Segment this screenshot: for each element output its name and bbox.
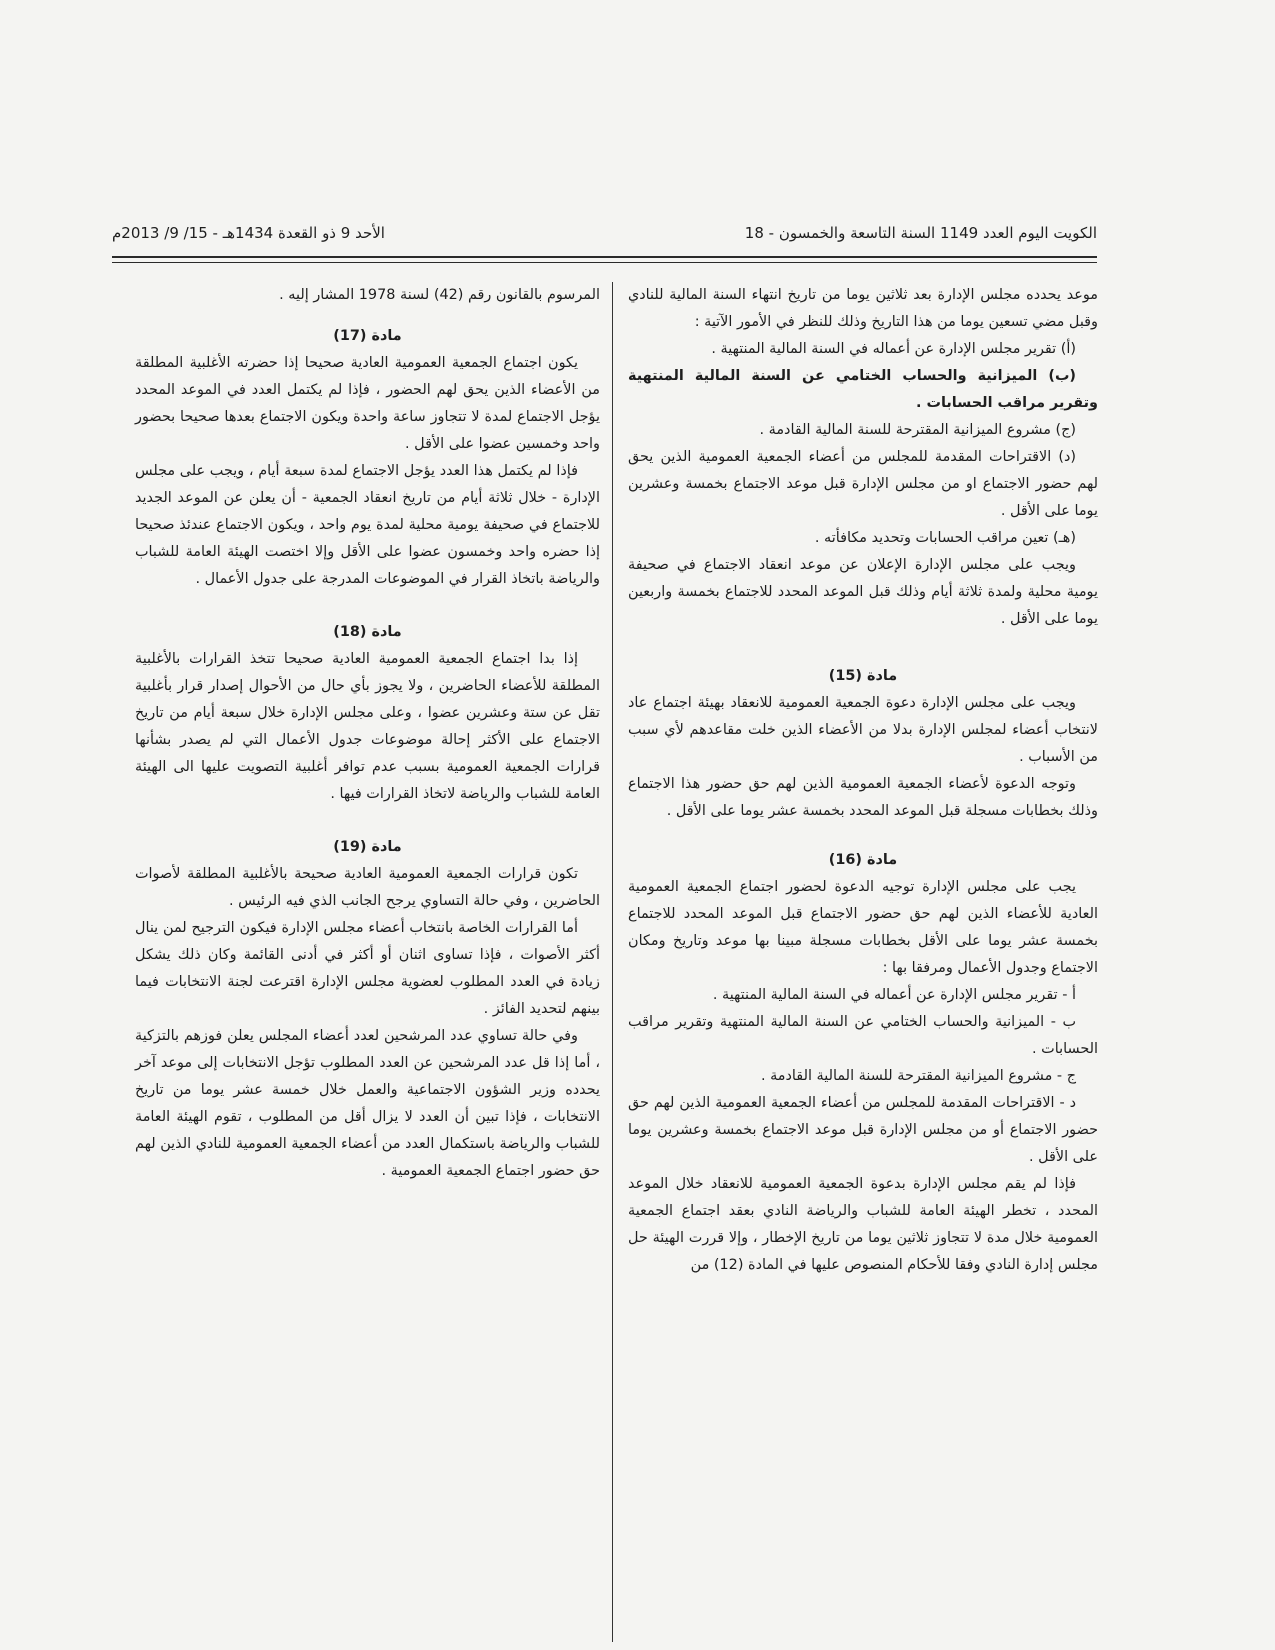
left-column <box>135 282 600 1185</box>
list-item: (ب) الميزانية والحساب الختامي عن السنة المالية المنتهية وتقرير مراقب الحسابات . <box>628 368 1098 411</box>
paragraph: إذا بدا اجتماع الجمعية العمومية العادية صحيحا تتخذ القرارات بالأغلبية المطلقة للأعضاء الحاضرين ، ولا يجوز بأي حال من الأحوال إصدار قرار بأغلبية تقل عن ستة وعشرين عضوا ، وعلى مجلس الإدارة خلال سبعة أيام من تاريخ الاجتماع على الأكثر إحالة موضوعات جدول الأعمال التي لم يصدر بشأنها قرارات الجمعية العمومية بسبب عدم توافر أغلبية التصويت عليها الى الهيئة العامة للشباب والرياضة لاتخاذ القرارات فيها . <box>135 651 600 802</box>
paragraph: أما القرارات الخاصة بانتخاب أعضاء مجلس الإدارة فيكون الترجيح لمن ينال أكثر الأصوات ، فإذا تساوى اثنان أو أكثر في أدنى القائمة وكان ذلك يشكل زيادة في العدد المطلوب لعضوية مجلس الإدارة اقترعت لجنة الانتخابات فيما بينهم لتحديد الفائز . <box>135 920 600 1017</box>
paragraph: يكون اجتماع الجمعية العمومية العادية صحيحا إذا حضرته الأغلبية المطلقة من الأعضاء الذين يحق لهم الحضور ، فإذا لم يكتمل العدد في الموعد المحدد يؤجل الاجتماع لمدة لا تتجاوز ساعة واحدة ويكون الاجتماع بعدها صحيحا بحضور واحد وخمسين عضوا على الأقل . <box>135 355 600 452</box>
list-item: (ج) مشروع الميزانية المقترحة للسنة المالية القادمة . <box>759 422 1076 438</box>
paragraph: تكون قرارات الجمعية العمومية العادية صحيحة بالأغلبية المطلقة لأصوات الحاضرين ، وفي حالة التساوي يرجح الجانب الذي فيه الرئيس . <box>135 866 600 909</box>
article-heading-17: مادة (17) <box>333 328 402 344</box>
article-heading-19: مادة (19) <box>333 839 402 855</box>
list-item: أ - تقرير مجلس الإدارة عن أعماله في السنة المالية المنتهية . <box>712 987 1076 1003</box>
paragraph: يجب على مجلس الإدارة توجيه الدعوة لحضور اجتماع الجمعية العمومية العادية للأعضاء الذين لهم حق حضور الاجتماع قبل الموعد المحدد للاجتماع بخمسة عشر يوما على الأقل بخطابات مسجلة مبينا بها موعد وتاريخ ومكان الاجتماع وجدول الأعمال ومرفقا بها : <box>628 879 1098 976</box>
header-rule-thick <box>112 256 1097 258</box>
paragraph: ويجب على مجلس الإدارة دعوة الجمعية العمومية للانعقاد بهيئة اجتماع عاد لانتخاب أعضاء لمجلس الإدارة بدلا من الأعضاء الذين خلت مقاعدهم لأي سبب من الأسباب . <box>628 695 1098 765</box>
paragraph: فإذا لم يقم مجلس الإدارة بدعوة الجمعية العمومية للانعقاد خلال الموعد المحدد ، تخطر الهيئة العامة للشباب والرياضة النادي بعقد اجتماع الجمعية العمومية خلال مدة لا تتجاوز ثلاثين يوما من تاريخ الإخطار ، وإلا قررت الهيئة حل مجلس إدارة النادي وفقا للأحكام المنصوص عليها في المادة (12) من <box>628 1176 1098 1273</box>
paragraph: ويجب على مجلس الإدارة الإعلان عن موعد انعقاد الاجتماع في صحيفة يومية محلية ولمدة ثلاثة أيام وذلك قبل الموعد المحدد للاجتماع بخمسة واربعين يوما على الأقل . <box>628 557 1098 627</box>
header-rule-thin <box>112 262 1097 263</box>
paragraph: وفي حالة تساوي عدد المرشحين لعدد أعضاء المجلس يعلن فوزهم بالتزكية ، أما إذا قل عدد المرشحين عن العدد المطلوب تؤجل الانتخابات إلى موعد آخر يحدده وزير الشؤون الاجتماعية والعمل خلال خمسة عشر يوما من تاريخ الانتخابات ، فإذا تبين أن العدد لا يزال أقل من المطلوب ، تقوم الهيئة العامة للشباب والرياضة باستكمال العدد من أعضاء الجمعية العمومية للنادي الذين لهم حق حضور اجتماع الجمعية العمومية . <box>135 1028 600 1179</box>
list-item: ج - مشروع الميزانية المقترحة للسنة المالية القادمة . <box>760 1068 1076 1084</box>
page-header <box>112 218 1097 248</box>
list-item: (د) الاقتراحات المقدمة للمجلس من أعضاء الجمعية العمومية الذين يحق لهم حضور الاجتماع او من مجلس الإدارة قبل موعد الاجتماع بخمسة وعشرين يوما على الأقل . <box>628 449 1098 519</box>
column-divider <box>612 282 613 1642</box>
header-issue-info: الكويت اليوم العدد 1149 السنة التاسعة والخمسون - 18 <box>744 224 1097 242</box>
list-item: (أ) تقرير مجلس الإدارة عن أعماله في السنة المالية المنتهية . <box>711 341 1076 357</box>
article-heading-15: مادة (15) <box>828 668 898 684</box>
paragraph: فإذا لم يكتمل هذا العدد يؤجل الاجتماع لمدة سبعة أيام ، ويجب على مجلس الإدارة - خلال ثلاثة أيام من تاريخ انعقاد الجمعية - أن يعلن عن الموعد الجديد للاجتماع في صحيفة يومية محلية لمدة يوم واحد ، ويكون الاجتماع عندئذ صحيحا إذا حضره واحد وخمسون عضوا على الأقل وإلا اختصت الهيئة العامة للشباب والرياضة باتخاذ القرار في الموضوعات المدرجة على جدول الأعمال . <box>135 463 600 587</box>
article-heading-16: مادة (16) <box>828 852 898 868</box>
paragraph: وتوجه الدعوة لأعضاء الجمعية العمومية الذين لهم حق حضور هذا الاجتماع وذلك بخطابات مسجلة قبل الموعد المحدد بخمسة عشر يوما على الأقل . <box>628 776 1098 819</box>
paragraph: المرسوم بالقانون رقم (42) لسنة 1978 المشار إليه . <box>279 287 600 303</box>
right-column <box>628 282 1098 1279</box>
header-date: الأحد 9 ذو القعدة 1434هـ - 15/ 9/ 2013م <box>112 224 385 242</box>
list-item: د - الاقتراحات المقدمة للمجلس من أعضاء الجمعية العمومية الذين لهم حق حضور الاجتماع أو من مجلس الإدارة قبل موعد الاجتماع بخمسة وعشرين يوما على الأقل . <box>628 1095 1098 1165</box>
list-item: ب - الميزانية والحساب الختامي عن السنة المالية المنتهية وتقرير مراقب الحسابات . <box>628 1014 1098 1057</box>
list-item: (هـ) تعين مراقب الحسابات وتحديد مكافأته . <box>814 530 1076 546</box>
paragraph: موعد يحدده مجلس الإدارة بعد ثلاثين يوما من تاريخ انتهاء السنة المالية للنادي وقبل مضي تسعين يوما من هذا التاريخ وذلك للنظر في الأمور الآتية : <box>628 287 1098 330</box>
article-heading-18: مادة (18) <box>333 624 402 640</box>
